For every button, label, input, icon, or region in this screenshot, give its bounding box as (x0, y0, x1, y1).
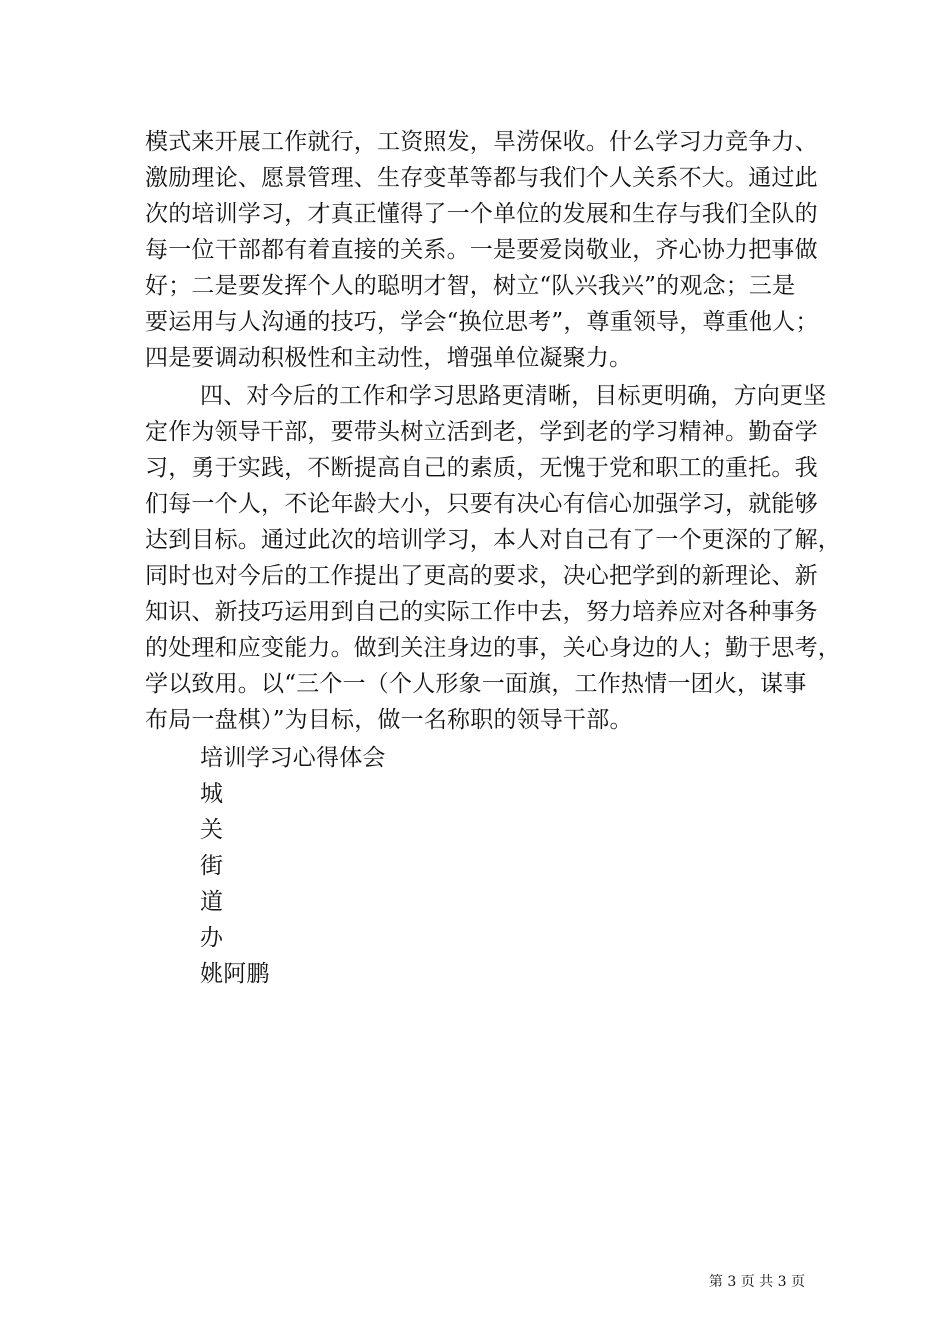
text-line: 知识、新技巧运用到自己的实际工作中去，努力培养应对各种事务 (145, 599, 818, 625)
text-line: 们每一个人，不论年龄大小，只要有决心有信心加强学习，就能够 (145, 491, 818, 517)
signature-org-char: 城 (200, 781, 224, 807)
text-line: 激励理论、愿景管理、生存变革等都与我们个人关系不大。通过此 (145, 165, 818, 191)
signature-org-char: 关 (200, 817, 224, 843)
signature-org-char: 街 (200, 853, 224, 879)
signature-title: 培训学习心得体会 (200, 745, 386, 771)
text-line: 四是要调动积极性和主动性，增强单位凝聚力。 (145, 345, 633, 371)
page-number: 第 3 页 共 3 页 (708, 1274, 805, 1290)
text-line: 定作为领导干部，要带头树立活到老，学到老的学习精神。勤奋学 (145, 419, 818, 445)
text-line: 四、对今后的工作和学习思路更清晰，目标更明确，方向更坚 (200, 383, 827, 409)
signature-org-char: 办 (200, 925, 224, 951)
text-line: 的处理和应变能力。做到关注身边的事，关心身边的人；勤于思考， (145, 635, 841, 661)
text-line: 次的培训学习，才真正懂得了一个单位的发展和生存与我们全队的 (145, 201, 818, 227)
signature-org-char: 道 (200, 889, 224, 915)
text-line: 模式来开展工作就行，工资照发，旱涝保收。什么学习力竞争力、 (145, 129, 818, 155)
text-line: 达到目标。通过此次的培训学习，本人对自己有了一个更深的了解， (145, 527, 841, 553)
text-line: 布局一盘棋）”为目标，做一名称职的领导干部。 (145, 707, 633, 733)
text-line: 同时也对今后的工作提出了更高的要求，决心把学到的新理论、新 (145, 563, 818, 589)
text-line: 学以致用。以“三个一（个人形象一面旗，工作热情一团火，谋事 (145, 671, 807, 697)
signature-author: 姚阿鹏 (200, 961, 270, 987)
text-line: 好；二是要发挥个人的聪明才智，树立“队兴我兴”的观念；三是 (145, 273, 796, 299)
text-line: 每一位干部都有着直接的关系。一是要爱岗敬业，齐心协力把事做 (145, 237, 818, 263)
text-line: 要运用与人沟通的技巧，学会“换位思考”，尊重领导，尊重他人； (145, 309, 819, 335)
text-line: 习，勇于实践，不断提高自己的素质，无愧于党和职工的重托。我 (145, 455, 818, 481)
